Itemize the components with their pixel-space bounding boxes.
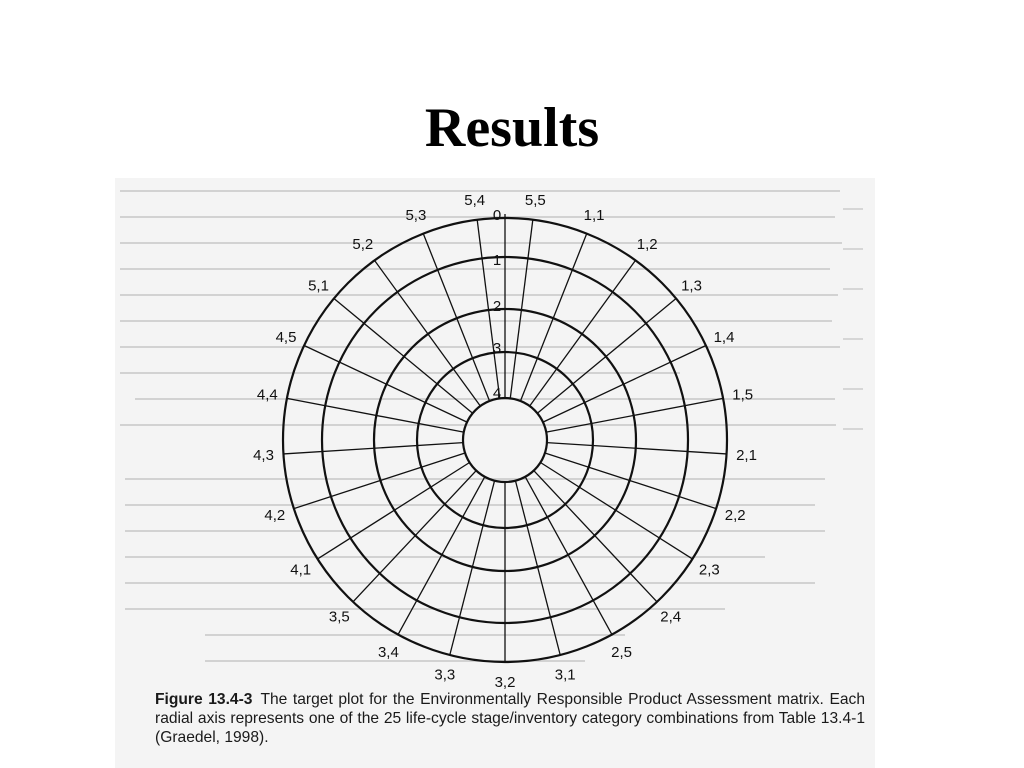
ring-label: 0: [492, 207, 502, 224]
radial-axis: [318, 463, 470, 559]
ring-label: 3: [492, 340, 502, 357]
axis-label: 2,2: [724, 506, 746, 524]
radial-axis: [543, 345, 706, 422]
axis-label: 1,2: [636, 236, 658, 254]
figure-number: Figure 13.4-3: [155, 691, 253, 708]
axis-label: 2,5: [611, 644, 633, 662]
radial-axis: [450, 481, 495, 655]
axis-label: 4,5: [275, 329, 297, 346]
axis-label: 4,3: [253, 447, 274, 465]
axis-label: 5,1: [308, 277, 329, 295]
axis-label: 2,1: [736, 447, 757, 465]
radial-axis: [537, 298, 676, 413]
axis-label: 2,3: [698, 561, 720, 579]
ring-label: 2: [492, 298, 502, 315]
radial-axis: [534, 471, 657, 602]
axis-label: 3,3: [434, 666, 456, 684]
axis-label: 5,2: [352, 236, 374, 254]
axis-label: 3,5: [328, 608, 350, 626]
radial-axis: [515, 481, 560, 655]
radial-axis: [334, 298, 473, 413]
target-ring-4: [463, 398, 547, 482]
axis-label: 1,1: [583, 207, 605, 224]
slide-title: Results: [424, 97, 600, 159]
radial-axis: [375, 260, 481, 406]
axis-label: 5,3: [405, 207, 427, 224]
axis-label: 1,3: [681, 277, 702, 295]
axis-label: 3,4: [377, 644, 399, 662]
axis-label: 4,2: [264, 506, 286, 524]
figure-caption-text: The target plot for the Environmentally Responsible Product Assessment matrix. Each radial axis represents one of the 25 life-cycle stage/inventory category combinations from Table 13.4-1 (Graedel, 1998).: [155, 691, 865, 746]
axis-label: 5,4: [464, 191, 486, 209]
radial-axis: [540, 463, 692, 559]
axis-label: 3,1: [554, 666, 576, 684]
axis-label: 1,5: [732, 386, 754, 404]
axis-label: 1,4: [713, 329, 735, 346]
axis-label: 4,1: [290, 561, 312, 579]
axis-label: 4,4: [256, 386, 278, 404]
radial-axis: [304, 345, 467, 422]
ring-label: 1: [492, 252, 502, 269]
axis-label: 3,2: [494, 674, 516, 691]
ring-label: 4: [492, 385, 502, 402]
axis-label: 2,4: [660, 608, 682, 626]
radial-axis: [353, 471, 476, 602]
axis-label: 5,5: [524, 191, 546, 209]
figure-caption: [155, 690, 865, 747]
radial-axis: [530, 260, 636, 406]
